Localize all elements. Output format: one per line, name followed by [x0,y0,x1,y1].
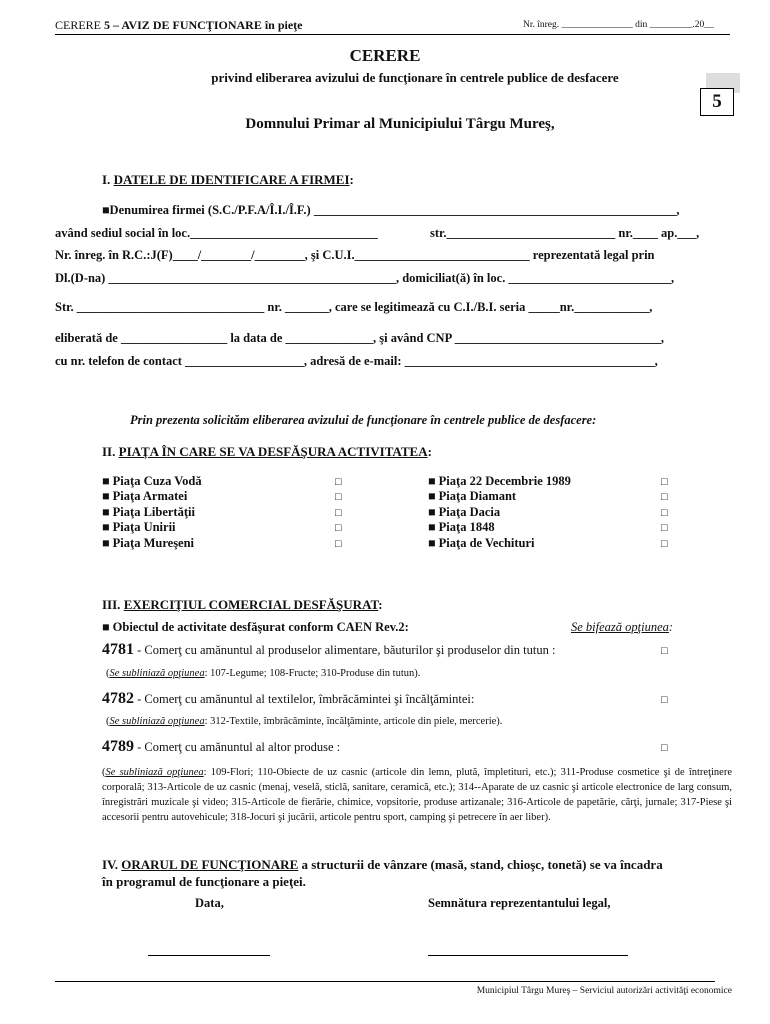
market-checkbox[interactable]: □ [661,476,668,488]
field-company-name[interactable]: ■Denumirea firmei (S.C./P.F.A/Î.I./Î.F.) __________________________________________________________, [102,203,680,217]
market-checkbox[interactable]: □ [335,491,342,503]
section-4-continuation: în programul de funcţionare a pieţei. [102,874,306,889]
field-street-address[interactable]: str.___________________________ nr.____ ap.___, [430,226,700,240]
footer-divider [55,981,715,982]
caen-4781-row: 4781 - Comerţ cu amănuntul al produselor alimentare, băuturilor şi produselor din tutun : [102,641,556,658]
document-subtitle: privind eliberarea avizului de funcţionare în centrele publice de desfacere [211,70,619,85]
addressee: Domnului Primar al Municipiului Târgu Mureş, [245,116,555,132]
tick-option-hint: Se bifează opţiunea: [571,620,674,634]
section-4-heading: IV. ORARUL DE FUNCŢIONARE a structurii de vânzare (masă, stand, chioşc, tonetă) se va încadra [102,857,663,872]
caen-4782-checkbox[interactable]: □ [661,694,668,706]
field-representative[interactable]: Dl.(D-na) ______________________________________________, domiciliat(ă) în loc. __________________________, [55,271,675,285]
field-id-card[interactable]: Str. ______________________________ nr. _______, care se legitimează cu C.I./B.I. seria _____nr.____________, [55,300,653,314]
market-option: ■ Piaţa 22 Decembrie 1989 [428,474,571,488]
field-trade-register[interactable]: Nr. înreg. în R.C.:J(F)____/________/________, şi C.U.I.____________________________ reprezentată legal prin [55,248,655,262]
date-label: Data, [195,896,224,910]
caen-4782-note: (Se subliniază opţiunea: 312-Textile, îmbrăcăminte, încălţăminte, articole din piele, mercerie). [106,716,503,727]
market-checkbox[interactable]: □ [661,522,668,534]
market-option: ■ Piaţa Dacia [428,505,501,519]
caen-4782-row: 4782 - Comerţ cu amănuntul al textilelor, îmbrăcămintei şi încălţămintei: [102,690,475,707]
market-checkbox[interactable]: □ [661,538,668,550]
market-checkbox[interactable]: □ [661,491,668,503]
header-registration-number: Nr. înreg. _______________ din _________.20__ [523,20,714,30]
market-checkbox[interactable]: □ [335,538,342,550]
market-option: ■ Piaţa Mureşeni [102,536,195,550]
field-registered-office[interactable]: având sediul social în loc.______________________________ [55,226,378,240]
section-2-heading: II. PIAŢA ÎN CARE SE VA DESFĂŞURA ACTIVITATEA: [102,444,432,459]
market-option: ■ Piaţa de Vechituri [428,536,535,550]
footer-text: Municipiul Târgu Mureş – Serviciul autorizări activităţi economice [476,986,732,996]
caen-4789-row: 4789 - Comerţ cu amănuntul al altor produse : [102,738,341,755]
market-option: ■ Piaţa 1848 [428,520,495,534]
market-checkbox[interactable]: □ [335,476,342,488]
market-checkbox[interactable]: □ [335,522,342,534]
signature-label: Semnătura reprezentantului legal, [428,896,611,910]
market-option: ■ Piaţa Cuza Vodă [102,474,202,488]
legal-representative-signature-line[interactable] [428,955,628,956]
caen-4789-checkbox[interactable]: □ [661,742,668,754]
page-header [55,17,730,35]
form-number-box: 5 [700,88,734,116]
caen-4781-note: (Se subliniază opţiunea: 107-Legume; 108-Fructe; 310-Produse din tutun). [106,668,421,679]
market-option: ■ Piaţa Unirii [102,520,176,534]
market-option: ■ Piaţa Armatei [102,489,188,503]
request-statement: Prin prezenta solicităm eliberarea avizului de funcţionare în centrele publice de desfacere: [130,413,597,427]
caen-4789-note: (Se subliniază opţiunea: 109-Flori; 110-Obiecte de uz casnic (articole din lemn, plută, împletituri, etc.); 311-Produse cosmetice şi de întreţinere corporală; 313-Articole de uz casnic (menaj, veselă, sticlă, sanitare, ceramică, etc.); 314--Aparate de uz casnic şi articole electronice de larg consum, înregistrări muzicale şi video; 315-Articole de fierărie, chimice, vopsitorie, produse artizanale; 316-Articole de papetărie, cărţi, jurnale; 317-Piese şi accesorii pentru autovehicule; 318-Jocuri şi jucării, articole pentru sport, camping şi petrecere în aer liber). [102,767,732,823]
header-form-title: CERERE 5 – AVIZ DE FUNCŢIONARE în pieţe [55,18,303,32]
date-signature-line[interactable] [148,955,270,956]
market-option: ■ Piaţa Libertăţii [102,505,195,519]
market-checkbox[interactable]: □ [661,507,668,519]
market-checkbox[interactable]: □ [335,507,342,519]
section-1-heading: I. DATELE DE IDENTIFICARE A FIRMEI: [102,172,354,187]
field-contact[interactable]: cu nr. telefon de contact ___________________, adresă de e-mail: ________________________________________, [55,354,658,368]
caen-4781-checkbox[interactable]: □ [661,645,668,657]
field-cnp[interactable]: eliberată de _________________ la data de ______________, şi având CNP _________________________________, [55,331,665,345]
activity-object-label: ■ Obiectul de activitate desfăşurat conform CAEN Rev.2: [102,620,409,634]
document-title: CERERE [349,46,421,65]
market-option: ■ Piaţa Diamant [428,489,517,503]
section-3-heading: III. EXERCIŢIUL COMERCIAL DESFĂŞURAT: [102,597,383,612]
